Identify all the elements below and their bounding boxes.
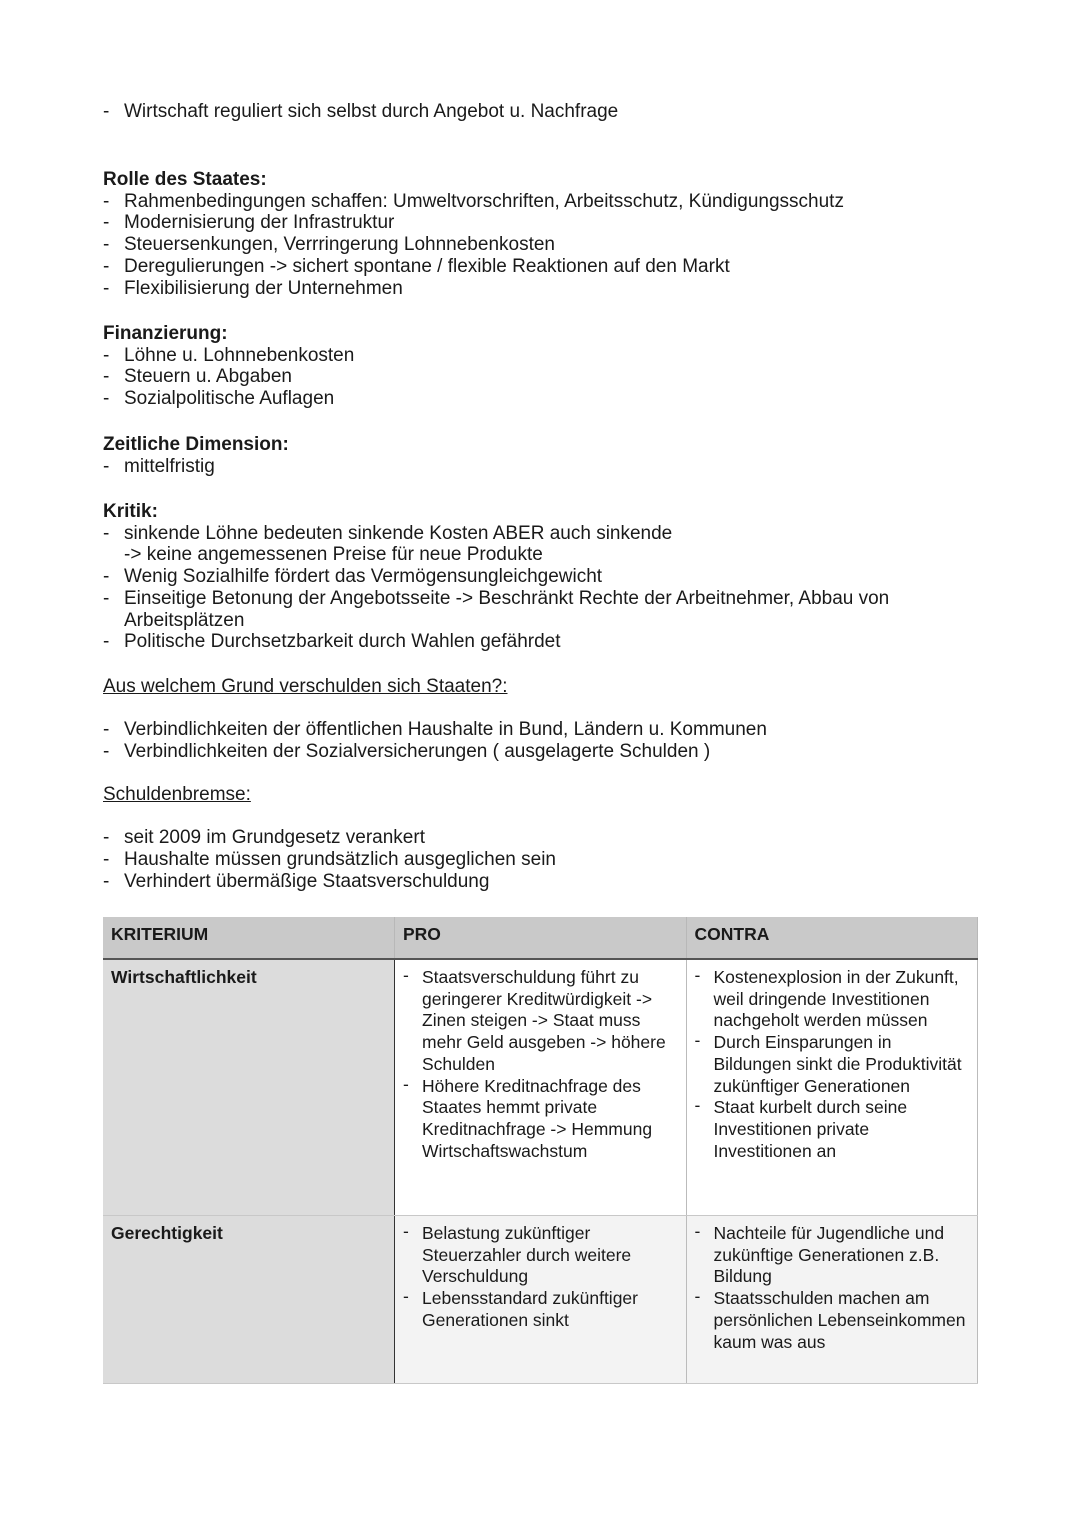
section-finanzierung	[103, 323, 983, 410]
list-item	[103, 212, 983, 234]
bullet: -	[694, 965, 701, 985]
section-heading: Schuldenbremse:	[103, 784, 251, 805]
bullet: -	[103, 388, 110, 410]
item-text: mittelfristig	[124, 455, 215, 477]
item-text: sinkende Löhne bedeuten sinkende Kosten ABER auch sinkende	[124, 522, 673, 544]
list-item	[403, 967, 678, 1076]
bullet-list	[103, 191, 983, 300]
header-kriterium: KRITERIUM	[103, 917, 395, 959]
bullet: -	[403, 965, 409, 985]
list-item	[695, 1223, 970, 1288]
list-item	[103, 256, 983, 278]
item-text: Kostenexplosion in der Zukunft, weil dringende Investitionen nachgeholt werden müssen	[713, 967, 959, 1031]
bullet: -	[103, 870, 110, 892]
bullet: -	[103, 719, 110, 741]
list-item	[103, 566, 983, 588]
bullet: -	[103, 631, 110, 653]
list-item	[103, 523, 983, 566]
bullet: -	[103, 522, 110, 544]
item-text: -> keine angemessenen Preise für neue Produkte	[124, 544, 543, 566]
pro-cell	[395, 959, 687, 1216]
item-text: seit 2009 im Grundgesetz verankert	[124, 827, 425, 849]
bullet: -	[103, 741, 110, 763]
item-text: Politische Durchsetzbarkeit durch Wahlen gefährdet	[124, 631, 561, 653]
contra-cell	[686, 1216, 978, 1384]
bullet: -	[103, 101, 110, 122]
bullet: -	[103, 366, 110, 388]
section-heading: Finanzierung:	[103, 323, 228, 344]
list-item	[103, 719, 983, 741]
list-item	[403, 1288, 678, 1331]
list-item	[695, 1288, 970, 1353]
item-text: Einseitige Betonung der Angebotsseite -> Beschränkt Rechte der Arbeitnehmer, Abbau von Arbeitsplätzen	[124, 587, 890, 631]
header-pro: PRO	[395, 917, 687, 959]
bullet: -	[694, 1221, 701, 1241]
list-item	[103, 366, 983, 388]
bullet: -	[694, 1030, 701, 1051]
bullet-list	[103, 719, 983, 762]
item-text: Staatsschulden machen am persönlichen Lebenseinkommen kaum was aus	[713, 1288, 966, 1352]
list-item	[695, 967, 970, 1032]
list-item	[103, 388, 983, 410]
item-text: Wenig Sozialhilfe fördert das Vermögensungleichgewicht	[124, 566, 603, 588]
item-text: Lebensstandard zukünftiger Generationen sinkt	[422, 1288, 638, 1330]
list-item	[103, 345, 983, 367]
bullet: -	[103, 455, 110, 477]
list-item	[103, 871, 983, 893]
section-heading: Rolle des Staates:	[103, 169, 267, 190]
item-text: Sozialpolitische Auflagen	[124, 388, 335, 410]
section-heading: Kritik:	[103, 501, 158, 522]
section-kritik	[103, 501, 983, 653]
list-item	[103, 849, 983, 871]
section-zeit	[103, 434, 983, 477]
bullet-list	[695, 967, 970, 1162]
list-item	[403, 1223, 678, 1288]
list-item	[103, 101, 983, 123]
list-item	[403, 1073, 678, 1163]
item-text: Nachteile für Jugendliche und zukünftige Generationen z.B. Bildung	[713, 1223, 945, 1287]
item-text: Verbindlichkeiten der Sozialversicherungen ( ausgelagerte Schulden )	[124, 741, 711, 763]
list-item	[695, 1032, 970, 1097]
item-text: Wirtschaft reguliert sich selbst durch Angebot u. Nachfrage	[124, 101, 619, 122]
item-text: Staat kurbelt durch seine Investitionen private Investitionen an	[713, 1097, 908, 1161]
bullet: -	[103, 566, 110, 588]
item-text: Verbindlichkeiten der öffentlichen Haushalte in Bund, Ländern u. Kommunen	[124, 719, 767, 741]
bullet: -	[103, 234, 110, 256]
list-item	[103, 234, 983, 256]
header-contra: CONTRA	[686, 917, 978, 959]
section-grund	[103, 676, 983, 763]
item-text: Deregulierungen -> sichert spontane / flexible Reaktionen auf den Markt	[124, 255, 730, 277]
bullet-list	[103, 456, 983, 478]
list-item	[103, 631, 983, 653]
bullet: -	[403, 1286, 409, 1307]
table-row	[103, 1216, 978, 1384]
bullet: -	[103, 587, 110, 609]
pro-contra-table	[103, 917, 978, 1384]
bullet: -	[103, 827, 110, 849]
kriterium-cell: Wirtschaftlichkeit	[103, 959, 395, 1216]
bullet-list	[103, 827, 983, 892]
list-item	[695, 1097, 970, 1162]
bullet: -	[103, 344, 110, 366]
bullet: -	[103, 212, 110, 234]
contra-cell	[686, 959, 978, 1216]
section-rolle	[103, 169, 983, 299]
list-item	[103, 588, 944, 631]
item-text: Höhere Kreditnachfrage des Staates hemmt private Kreditnachfrage -> Hemmung Wirtschaftswachstum	[422, 1075, 653, 1161]
bullet: -	[103, 277, 110, 299]
section-heading: Aus welchem Grund verschulden sich Staaten?:	[103, 676, 508, 697]
bullet: -	[103, 255, 110, 277]
item-text: Steuern u. Abgaben	[124, 366, 292, 388]
pro-cell	[395, 1216, 687, 1384]
item-text: Modernisierung der Infrastruktur	[124, 212, 395, 234]
list-item	[103, 741, 983, 763]
kritik-list	[103, 523, 983, 653]
bullet: -	[694, 1095, 701, 1116]
intro-list	[103, 101, 983, 123]
table-row	[103, 959, 978, 1216]
bullet: -	[103, 190, 110, 212]
kriterium-cell: Gerechtigkeit	[103, 1216, 395, 1384]
bullet: -	[403, 1073, 409, 1094]
bullet: -	[103, 849, 110, 871]
bullet-list	[103, 345, 983, 410]
list-item	[103, 191, 983, 213]
bullet: -	[403, 1221, 409, 1241]
bullet-list	[695, 1223, 970, 1353]
list-item	[103, 278, 983, 300]
section-schuldenbremse	[103, 784, 983, 893]
item-text: Flexibilisierung der Unternehmen	[124, 277, 403, 299]
item-text: Staatsverschuldung führt zu geringerer Kreditwürdigkeit -> Zinen steigen -> Staat muss mehr Geld ausgeben -> höhere Schulden	[422, 967, 666, 1074]
item-text: Steuersenkungen, Verrringerung Lohnnebenkosten	[124, 234, 555, 256]
list-item	[103, 456, 983, 478]
item-text: Verhindert übermäßige Staatsverschuldung	[124, 870, 490, 892]
item-text: Rahmenbedingungen schaffen: Umweltvorschriften, Arbeitsschutz, Kündigungsschutz	[124, 190, 844, 212]
bullet-list	[403, 1223, 678, 1332]
list-item	[103, 827, 983, 849]
item-text: Belastung zukünftiger Steuerzahler durch weitere Verschuldung	[422, 1223, 632, 1287]
bullet: -	[694, 1286, 701, 1307]
bullet-list	[403, 967, 678, 1162]
item-text: Durch Einsparungen in Bildungen sinkt die Produktivität zukünftiger Generationen	[713, 1032, 962, 1096]
section-heading: Zeitliche Dimension:	[103, 434, 289, 455]
item-text: Löhne u. Lohnnebenkosten	[124, 344, 355, 366]
item-text: Haushalte müssen grundsätzlich ausgeglichen sein	[124, 849, 556, 871]
